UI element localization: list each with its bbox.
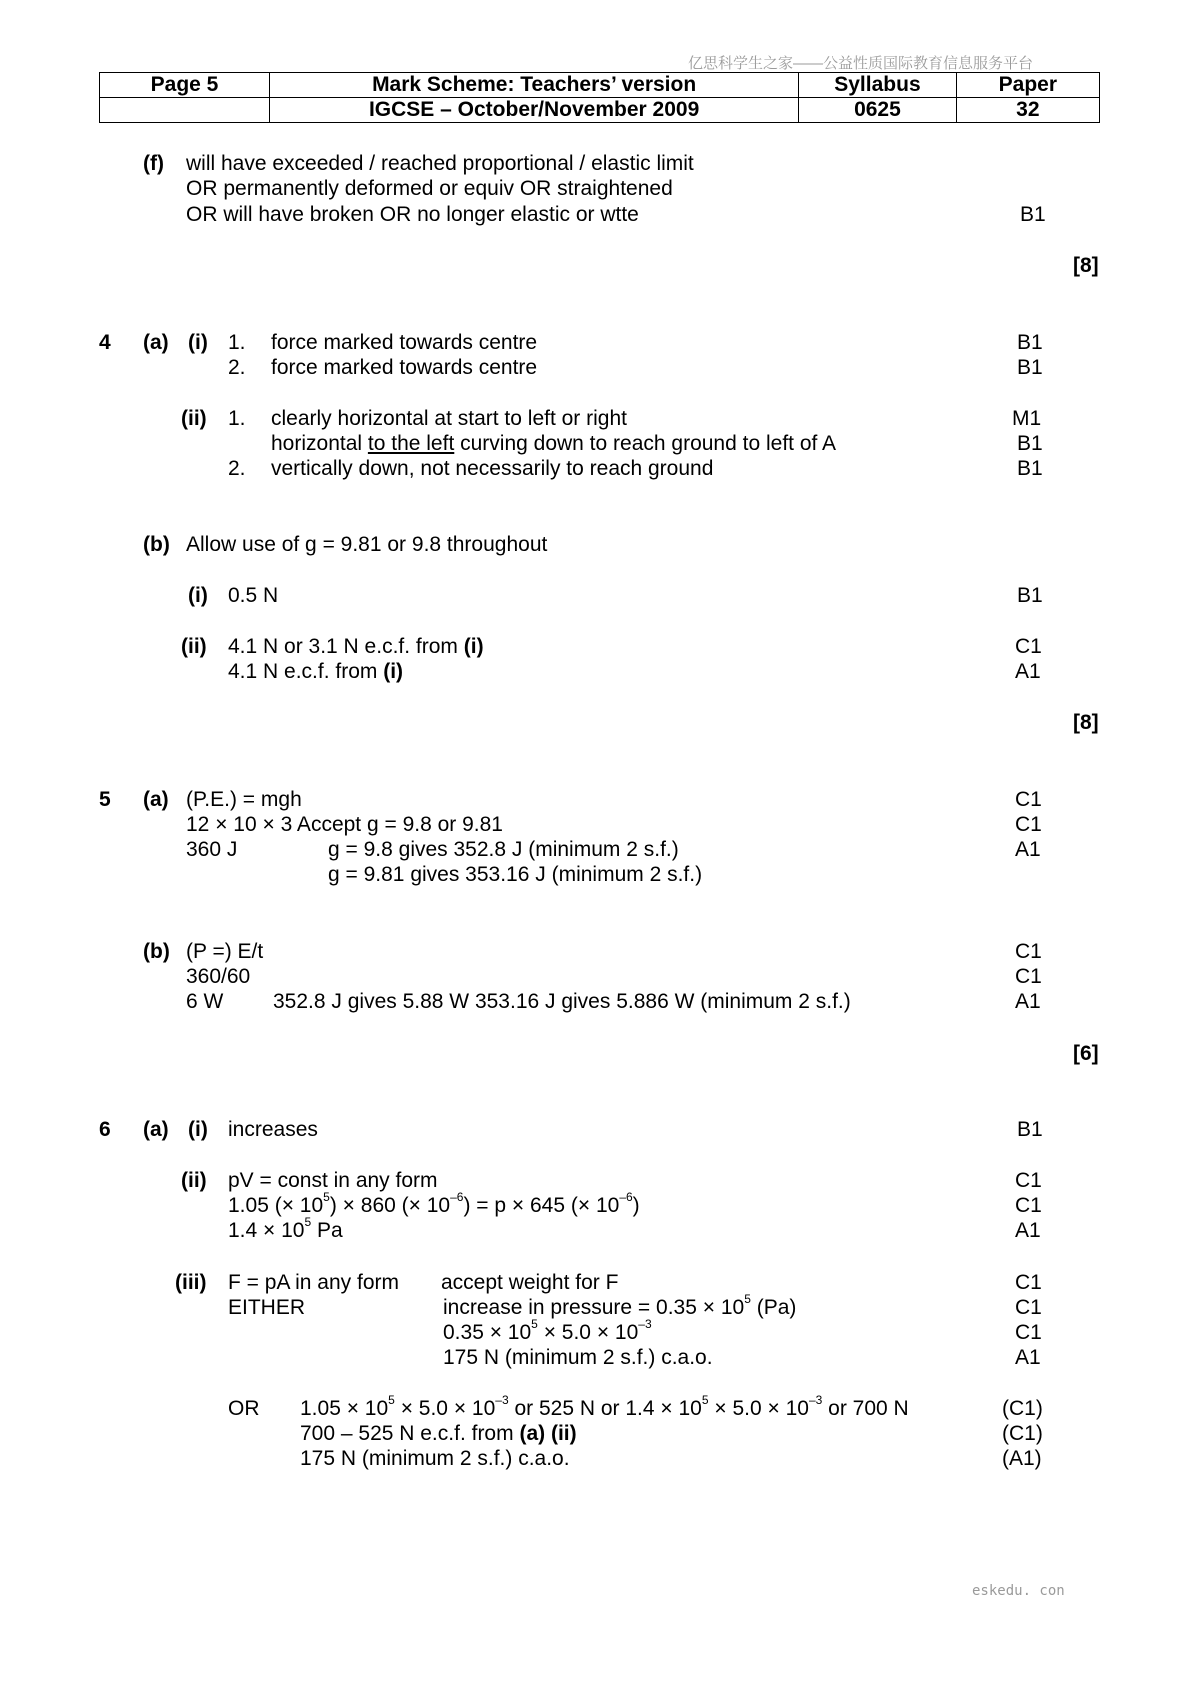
q3f-mark: B1 xyxy=(1020,203,1046,226)
q5b-1: (P =) E/t xyxy=(186,940,264,963)
header-title: Mark Scheme: Teachers’ version xyxy=(270,73,799,98)
q6aiii-o3: 175 N (minimum 2 s.f.) c.a.o. xyxy=(300,1447,570,1470)
q6aiii-o1: $1.05 \times 10^5 \times 5.0 \times 10^{-3}$ or 525 N or $1.4 \times 10^5 \times 5.0 \times 10^{-3}$ or 700 N xyxy=(300,1393,909,1420)
q4aii-num2: 2. xyxy=(228,457,246,480)
q4aii-1b-mark: B1 xyxy=(1017,432,1043,455)
q3f-label: (f) xyxy=(143,152,164,175)
q6ai-text: increases xyxy=(228,1118,318,1141)
q3-total: [8] xyxy=(1073,254,1099,277)
header-paper: 32 xyxy=(956,98,1099,123)
q5b-3b: 352.8 J gives 5.88 W 353.16 J gives 5.886 W (minimum 2 s.f.) xyxy=(273,990,851,1013)
q6aiii-e1: increase in pressure = $0.35 \times 10^5$ (Pa) xyxy=(443,1292,797,1319)
q5a-3b: g = 9.8 gives 352.8 J (minimum 2 s.f.) xyxy=(328,838,679,861)
q6aiii-1b: accept weight for F xyxy=(441,1271,619,1294)
q4ai-1-mark: B1 xyxy=(1017,331,1043,354)
q6-number: 6 xyxy=(99,1118,111,1141)
q5b-3-mark: A1 xyxy=(1015,990,1041,1013)
q4bi-mark: B1 xyxy=(1017,584,1043,607)
q6aiii-o2: 700 – 525 N e.c.f. from (a) (ii) xyxy=(300,1422,577,1445)
q5a-3: 360 J xyxy=(186,838,238,861)
q6aii-3-mark: A1 xyxy=(1015,1219,1041,1242)
q5a-1-mark: C1 xyxy=(1015,788,1042,811)
header-exam: IGCSE – October/November 2009 xyxy=(270,98,799,123)
q4ai-num2: 2. xyxy=(228,356,246,379)
header-paper-label: Paper xyxy=(956,73,1099,98)
q4bii-1: 4.1 N or 3.1 N e.c.f. from (i) xyxy=(228,635,484,658)
q3f-line2: OR permanently deformed or equiv OR straightened xyxy=(186,177,673,200)
q6aiii-e3-mark: A1 xyxy=(1015,1346,1041,1369)
q4bii-2: 4.1 N e.c.f. from (i) xyxy=(228,660,404,683)
q4b-text: Allow use of g = 9.81 or 9.8 throughout xyxy=(186,533,548,556)
q4bi-label: (i) xyxy=(188,584,208,607)
q4ai-2: force marked towards centre xyxy=(271,356,538,379)
q4aii-2-mark: B1 xyxy=(1017,457,1043,480)
q5b-3a: 6 W xyxy=(186,990,224,1013)
q6aiii-e1-mark: C1 xyxy=(1015,1296,1042,1319)
header-empty-cell xyxy=(100,98,270,123)
q6aii-3: $1.4 \times 10^5$ Pa xyxy=(228,1215,343,1242)
q4aii-label: (ii) xyxy=(181,407,207,430)
q6aiii-o2-mark: (C1) xyxy=(1002,1422,1043,1445)
q5b-label: (b) xyxy=(143,940,170,963)
header-syllabus-label: Syllabus xyxy=(799,73,956,98)
q6aii-2: 1.05 (× $10^5) \times 860$ (× $10^{-6}) = p \times 645$ (× $10^{-6}$) xyxy=(228,1190,640,1217)
q4aii-1: clearly horizontal at start to left or right xyxy=(271,407,627,430)
q6aiii-e3: 175 N (minimum 2 s.f.) c.a.o. xyxy=(443,1346,713,1369)
q4ai-2-mark: B1 xyxy=(1017,356,1043,379)
q4ai-1: force marked towards centre xyxy=(271,331,538,354)
q6aii-1-mark: C1 xyxy=(1015,1169,1042,1192)
q4-total: [8] xyxy=(1073,711,1099,734)
q6a-label: (a) xyxy=(143,1118,169,1141)
q6ai-mark: B1 xyxy=(1017,1118,1043,1141)
q5-total: [6] xyxy=(1073,1042,1099,1065)
q5-number: 5 xyxy=(99,788,111,811)
q5a-1: (P.E.) = mgh xyxy=(186,788,302,811)
q4bii-2-mark: A1 xyxy=(1015,660,1041,683)
q4aii-num1: 1. xyxy=(228,407,246,430)
q4aii-1-mark: M1 xyxy=(1012,407,1042,430)
q6aiii-either: EITHER xyxy=(228,1296,306,1319)
q4bii-1-mark: C1 xyxy=(1015,635,1042,658)
q3f-line3: OR will have broken OR no longer elastic or wtte xyxy=(186,203,639,226)
q6aiii-label: (iii) xyxy=(175,1271,207,1294)
q4-number: 4 xyxy=(99,331,111,354)
q6aiii-o1-mark: (C1) xyxy=(1002,1397,1043,1420)
header-syllabus: 0625 xyxy=(799,98,956,123)
q5a-label: (a) xyxy=(143,788,169,811)
watermark-top: 亿思科学生之家——公益性质国际教育信息服务平台 xyxy=(688,55,1034,72)
q6aiii-or: OR xyxy=(228,1397,260,1420)
q6aiii-o3-mark: (A1) xyxy=(1002,1447,1042,1470)
q5a-2-mark: C1 xyxy=(1015,813,1042,836)
q6aii-1: pV = const in any form xyxy=(228,1169,438,1192)
q5b-2: 360/60 xyxy=(186,965,251,988)
header-page: Page 5 xyxy=(100,73,270,98)
q5b-1-mark: C1 xyxy=(1015,940,1042,963)
q4bi-text: 0.5 N xyxy=(228,584,279,607)
q3f-line1: will have exceeded / reached proportional / elastic limit xyxy=(186,152,694,175)
q6aiii-e2: $0.35 \times 10^5 \times 5.0 \times 10^{-3}$ xyxy=(443,1317,652,1344)
q6ai-label: (i) xyxy=(188,1118,208,1141)
q4b-label: (b) xyxy=(143,533,170,556)
q4bii-label: (ii) xyxy=(181,635,207,658)
q6aiii-e2-mark: C1 xyxy=(1015,1321,1042,1344)
q5a-4: g = 9.81 gives 353.16 J (minimum 2 s.f.) xyxy=(328,863,703,886)
q4aii-1b: horizontal to the left curving down to reach ground to left of A xyxy=(271,432,837,455)
q6aiii-1-mark: C1 xyxy=(1015,1271,1042,1294)
q6aii-2-mark: C1 xyxy=(1015,1194,1042,1217)
q5b-2-mark: C1 xyxy=(1015,965,1042,988)
q4ai-num1: 1. xyxy=(228,331,246,354)
q4aii-2: vertically down, not necessarily to reach ground xyxy=(271,457,714,480)
q4a-label: (a) xyxy=(143,331,169,354)
q6aii-label: (ii) xyxy=(181,1169,207,1192)
q5a-3-mark: A1 xyxy=(1015,838,1041,861)
header-table xyxy=(99,72,1100,123)
q5a-2: 12 × 10 × 3 Accept g = 9.8 or 9.81 xyxy=(186,813,503,836)
q6aiii-1a: F = pA in any form xyxy=(228,1271,399,1294)
watermark-bottom: eskedu. con xyxy=(972,1583,1065,1599)
q4ai-label: (i) xyxy=(188,331,208,354)
